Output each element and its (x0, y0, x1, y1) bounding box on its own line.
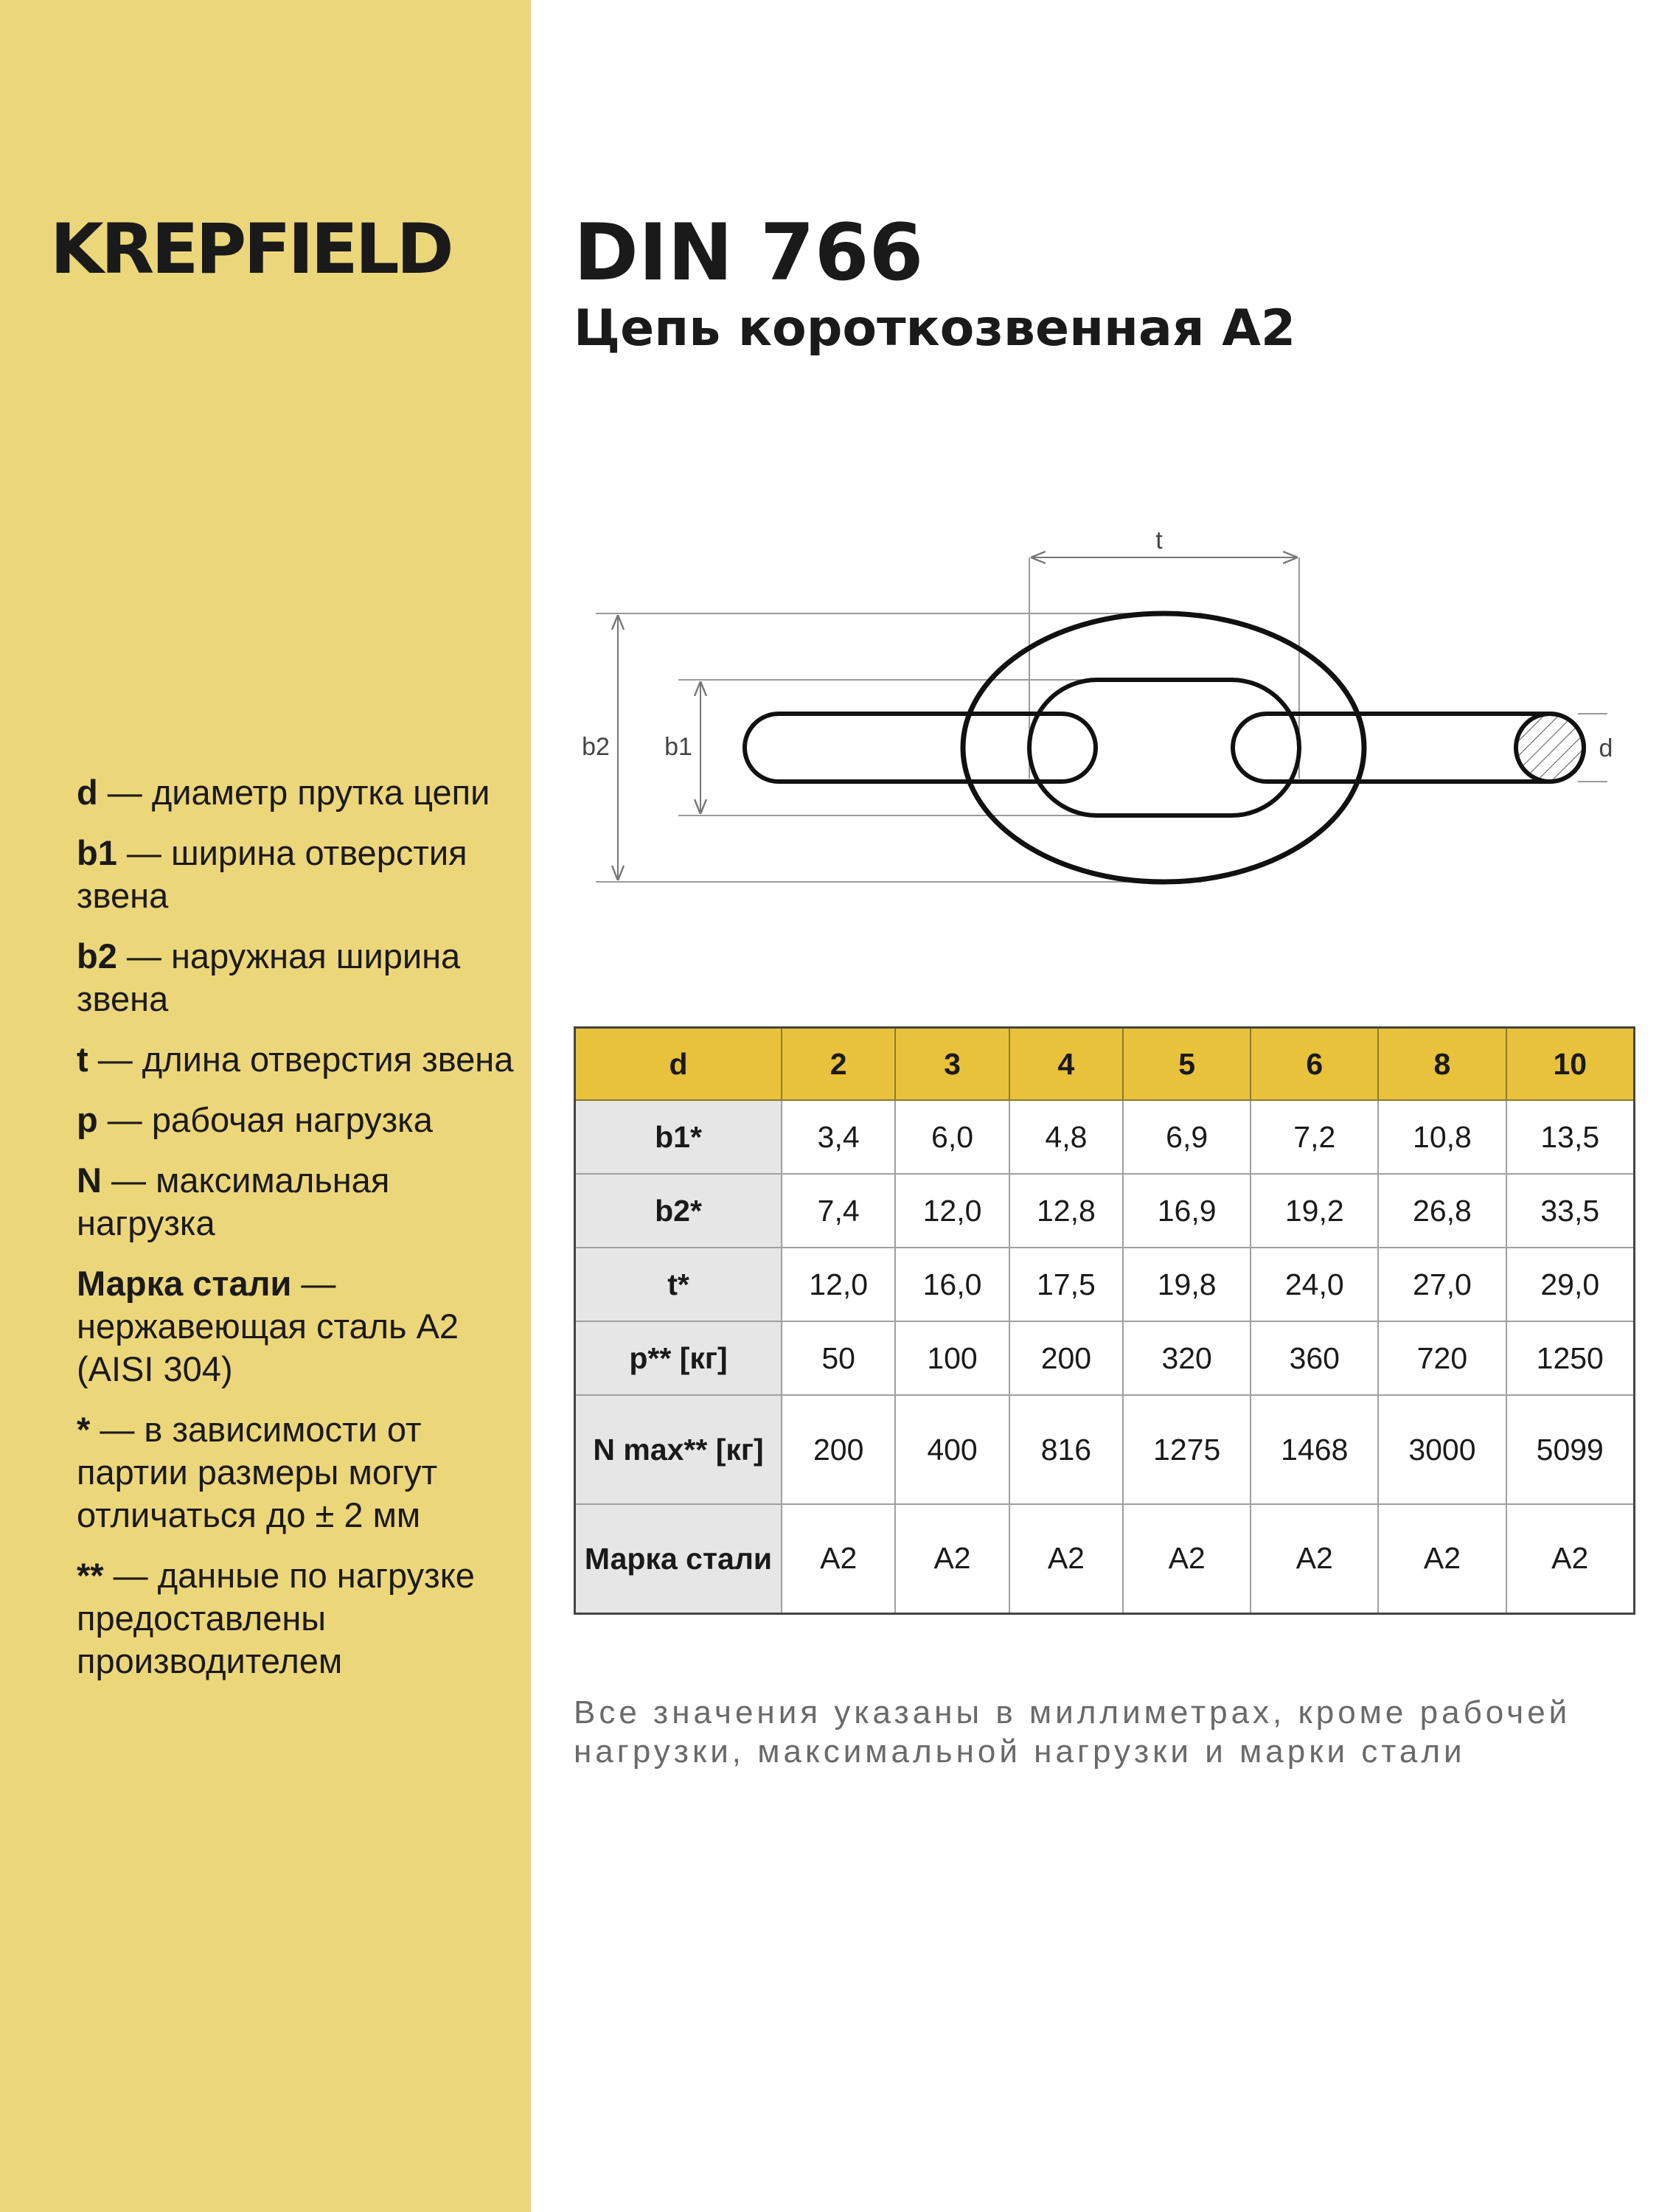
d-label: d (1599, 734, 1613, 762)
table-cell: 16,0 (895, 1248, 1009, 1321)
legend-item (77, 1554, 519, 1683)
legend-item (77, 1038, 519, 1081)
table-header-cell: 4 (1009, 1028, 1123, 1101)
table-cell: 3000 (1378, 1395, 1506, 1504)
table-cell: A2 (782, 1504, 895, 1613)
table-header-row (575, 1028, 1635, 1101)
row-label: b1* (575, 1100, 782, 1174)
table-row (575, 1100, 1635, 1174)
row-label: b2* (575, 1174, 782, 1248)
table-cell: 360 (1251, 1321, 1378, 1395)
table-row (575, 1321, 1635, 1395)
table-cell: 10,8 (1378, 1100, 1506, 1174)
table-cell: 17,5 (1009, 1248, 1123, 1321)
table-cell: 4,8 (1009, 1100, 1123, 1174)
table-cell: 6,0 (895, 1100, 1009, 1174)
table-cell: A2 (1378, 1504, 1506, 1613)
table-cell: 19,2 (1251, 1174, 1378, 1248)
table-cell: A2 (1506, 1504, 1635, 1613)
table-cell: 200 (1009, 1321, 1123, 1395)
table-cell: 720 (1378, 1321, 1506, 1395)
row-label: t* (575, 1248, 782, 1321)
legend (77, 771, 519, 1700)
table-cell: 12,0 (895, 1174, 1009, 1248)
chain-diagram (560, 516, 1622, 900)
table-cell: 50 (782, 1321, 895, 1395)
table-cell: 200 (782, 1395, 895, 1504)
table-cell: 24,0 (1251, 1248, 1378, 1321)
table-header-cell: d (575, 1028, 782, 1101)
legend-item (77, 771, 519, 814)
table-row (575, 1504, 1635, 1613)
table-cell: 3,4 (782, 1100, 895, 1174)
legend-term: b2 (77, 936, 117, 975)
table-header-cell: 6 (1251, 1028, 1378, 1101)
legend-term: b1 (77, 833, 117, 872)
legend-text: — нержавеющая сталь А2 (AISI 304) (77, 1264, 459, 1388)
table-cell: A2 (895, 1504, 1009, 1613)
table-cell: 400 (895, 1395, 1009, 1504)
legend-term: Марка стали (77, 1264, 292, 1303)
legend-text: — длина отверстия звена (88, 1040, 514, 1079)
row-label: N max** [кг] (575, 1395, 782, 1504)
legend-item (77, 935, 519, 1020)
table-cell: A2 (1009, 1504, 1123, 1613)
table-header-cell: 3 (895, 1028, 1009, 1101)
units-note: Все значения указаны в миллиметрах, кроме рабочей нагрузки, максимальной нагрузки и марки стали (574, 1694, 1571, 1770)
table-cell: 29,0 (1506, 1248, 1635, 1321)
table-cell: 6,9 (1123, 1100, 1251, 1174)
table-cell: 27,0 (1378, 1248, 1506, 1321)
table-cell: A2 (1123, 1504, 1251, 1613)
legend-text: — ширина отверстия звена (77, 833, 467, 915)
legend-term: p (77, 1100, 98, 1139)
legend-term: t (77, 1040, 88, 1079)
legend-text: — рабочая нагрузка (97, 1100, 433, 1139)
legend-term: ** (77, 1556, 104, 1595)
legend-text: — максимальная нагрузка (77, 1161, 390, 1242)
b1-label: b1 (664, 733, 692, 761)
legend-term: d (77, 773, 98, 812)
table-cell: 5099 (1506, 1395, 1635, 1504)
table-cell: 12,8 (1009, 1174, 1123, 1248)
page-subtitle: Цепь короткозвенная А2 (574, 299, 1296, 358)
table-cell: 1468 (1251, 1395, 1378, 1504)
page-title: DIN 766 (574, 207, 924, 298)
chain-link-outer (963, 613, 1364, 882)
legend-text: — данные по нагрузке предоставлены производителем (77, 1556, 475, 1680)
sidebar (0, 0, 531, 2212)
legend-term: * (77, 1410, 91, 1449)
table-header-cell: 2 (782, 1028, 895, 1101)
table-cell: 16,9 (1123, 1174, 1251, 1248)
legend-item (77, 1262, 519, 1391)
row-label: Марка стали (575, 1504, 782, 1613)
row-label: p** [кг] (575, 1321, 782, 1395)
table-cell: 7,4 (782, 1174, 895, 1248)
table-cell: 33,5 (1506, 1174, 1635, 1248)
legend-text: — диаметр прутка цепи (97, 773, 490, 812)
table-cell: 26,8 (1378, 1174, 1506, 1248)
table-cell: 100 (895, 1321, 1009, 1395)
t-label: t (1155, 526, 1163, 554)
table-header-cell: 8 (1378, 1028, 1506, 1101)
table-header-cell: 5 (1123, 1028, 1251, 1101)
table-cell: A2 (1251, 1504, 1378, 1613)
b2-label: b2 (582, 733, 610, 761)
table-row (575, 1395, 1635, 1504)
table-cell: 12,0 (782, 1248, 895, 1321)
legend-text: — в зависимости от партии размеры могут отличаться до ± 2 мм (77, 1410, 438, 1534)
table-cell: 320 (1123, 1321, 1251, 1395)
table-cell: 19,8 (1123, 1248, 1251, 1321)
table-cell: 1250 (1506, 1321, 1635, 1395)
brand-logo: KREPFIELD (50, 209, 451, 290)
table-cell: 13,5 (1506, 1100, 1635, 1174)
table-row (575, 1174, 1635, 1248)
spec-table (574, 1026, 1635, 1615)
chain-link-left (745, 714, 1096, 782)
legend-term: N (77, 1161, 102, 1200)
table-cell: 816 (1009, 1395, 1123, 1504)
table-cell: 1275 (1123, 1395, 1251, 1504)
wire-cross-section (1516, 714, 1584, 782)
chain-link-inner (1029, 680, 1299, 815)
legend-item (77, 1408, 519, 1537)
legend-item (77, 1159, 519, 1245)
legend-text: — наружная ширина звена (77, 936, 461, 1018)
table-row (575, 1248, 1635, 1321)
legend-item (77, 1099, 519, 1141)
table-header-cell: 10 (1506, 1028, 1635, 1101)
legend-item (77, 832, 519, 917)
table-cell: 7,2 (1251, 1100, 1378, 1174)
